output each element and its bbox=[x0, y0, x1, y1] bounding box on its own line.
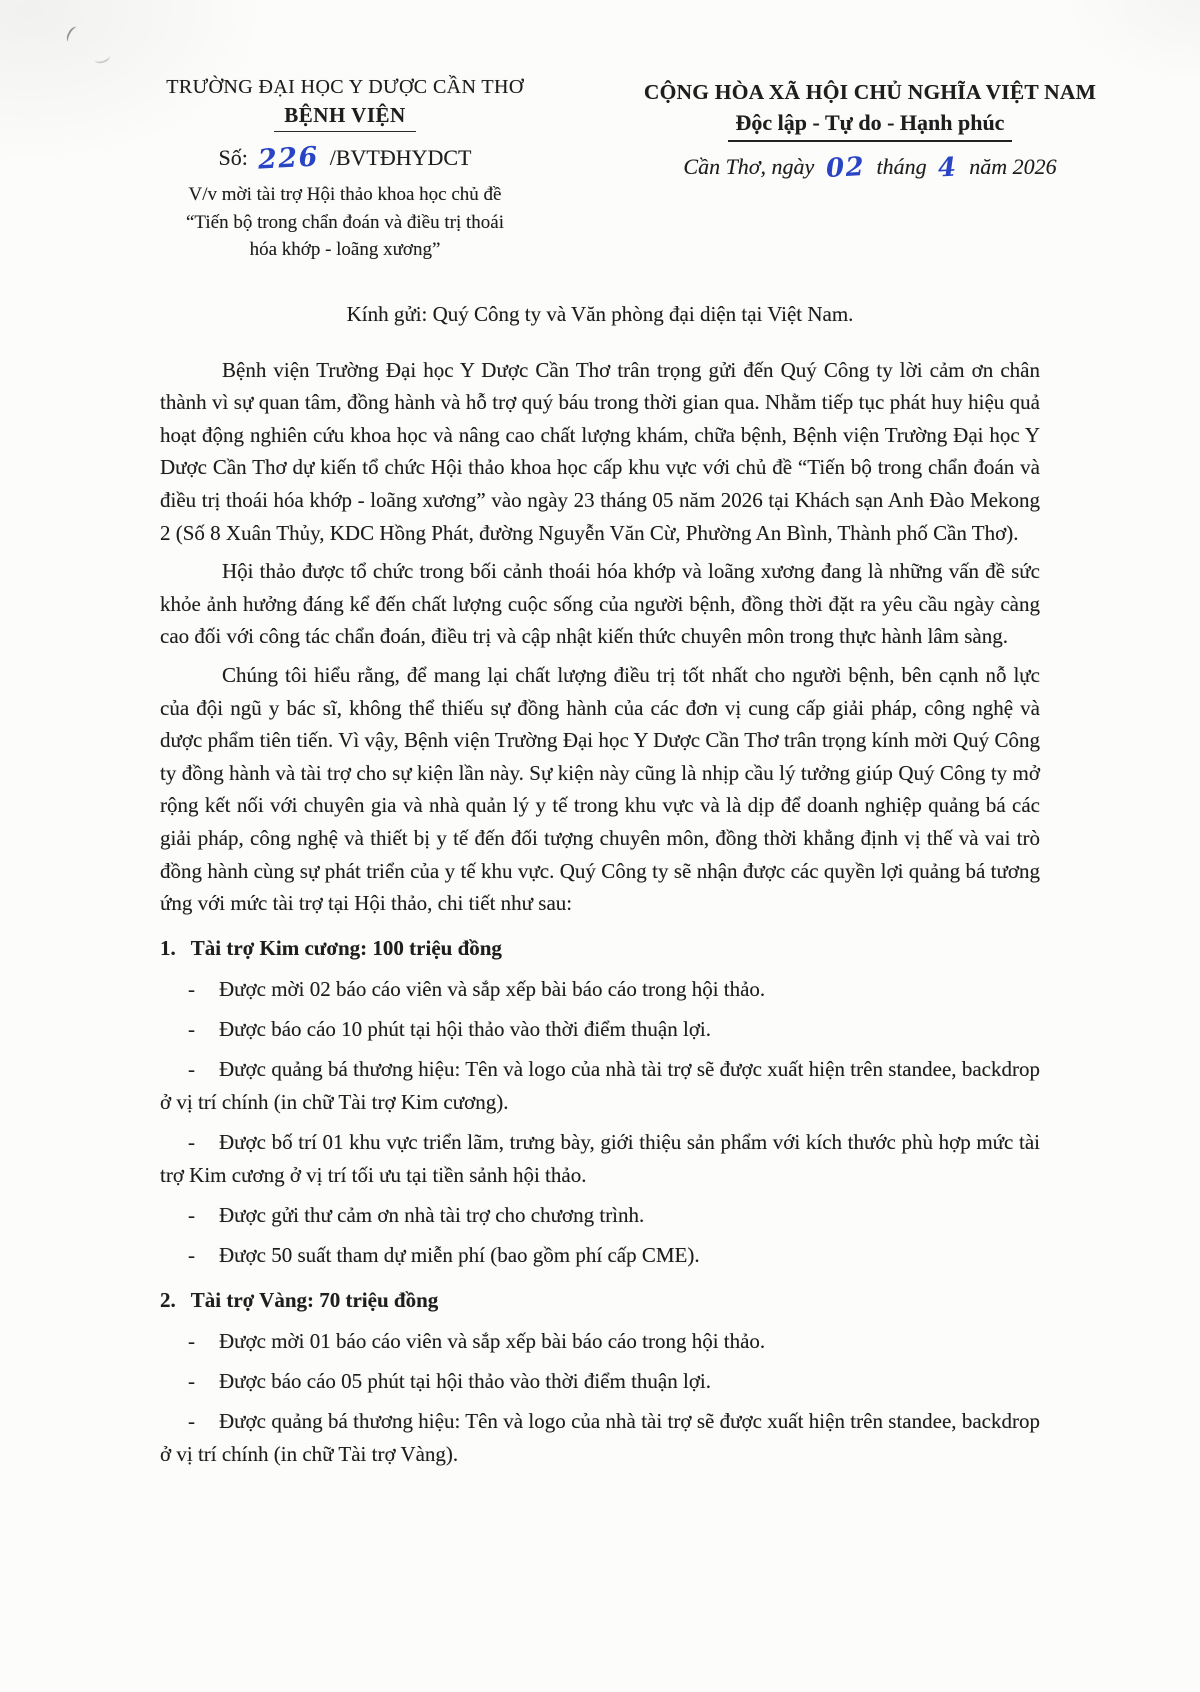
bullet-dash: - bbox=[188, 1202, 195, 1227]
handwritten-document-number: 226 bbox=[257, 141, 320, 176]
bullet-dash: - bbox=[188, 1242, 195, 1267]
document-number-label: Số: bbox=[218, 145, 248, 170]
section-2-heading bbox=[160, 1284, 1040, 1317]
date-year: năm 2026 bbox=[969, 154, 1057, 179]
body-paragraph-2: Hội thảo được tổ chức trong bối cảnh thoái hóa khớp và loãng xương đang là những vấn đề sức khỏe ảnh hưởng đáng kể đến chất lượng cuộc sống của người bệnh, đồng thời đặt ra yêu cầu ngày càng cao đối với công tác chẩn đoán, điều trị và cập nhật kiến thức chuyên môn trong thực hành lâm sàng. bbox=[160, 559, 1040, 649]
bullet-text: Được gửi thư cảm ơn nhà tài trợ cho chương trình. bbox=[219, 1202, 645, 1227]
section-2-title: Tài trợ Vàng: 70 triệu đồng bbox=[190, 1287, 439, 1312]
body-paragraph-1: Bệnh viện Trường Đại học Y Dược Cần Thơ trân trọng gửi đến Quý Công ty lời cảm ơn chân thành vì sự quan tâm, đồng hành và hỗ trợ quý báu trong thời gian qua. Nhằm tiếp tục phát huy hiệu quả hoạt động nghiên cứu khoa học và nâng cao chất lượng khám, chữa bệnh, Bệnh viện Trường Đại học Y Dược Cần Thơ dự kiến tổ chức Hội thảo khoa học cấp khu vực với chủ đề “Tiến bộ trong chẩn đoán và điều trị thoái hóa khớp - loãng xương” vào ngày 23 tháng 05 năm 2026 tại Khách sạn Anh Đào Mekong 2 (Số 8 Xuân Thủy, KDC Hồng Phát, đường Nguyễn Văn Cừ, Phường An Bình, Thành phố Cần Thơ). bbox=[160, 357, 1040, 545]
handwritten-day: 02 bbox=[825, 151, 866, 185]
issuer-header bbox=[138, 76, 552, 264]
section-1-number: 1. bbox=[160, 935, 176, 960]
bullet-text: Được mời 02 báo cáo viên và sắp xếp bài báo cáo trong hội thảo. bbox=[219, 977, 766, 1002]
national-motto-text: Độc lập - Tự do - Hạnh phúc bbox=[728, 110, 1013, 142]
national-title: CỘNG HÒA XÃ HỘI CHỦ NGHĨA VIỆT NAM bbox=[643, 80, 1097, 104]
bullet-item bbox=[160, 1405, 1040, 1470]
bullet-item bbox=[160, 1199, 1040, 1232]
bullet-item bbox=[160, 1325, 1040, 1358]
section-1-title: Tài trợ Kim cương: 100 triệu đồng bbox=[190, 935, 502, 960]
document-subject bbox=[138, 181, 552, 264]
bullet-dash: - bbox=[188, 1017, 195, 1042]
bullet-text: Được báo cáo 05 phút tại hội thảo vào thời điểm thuận lợi. bbox=[219, 1369, 712, 1394]
bullet-item bbox=[160, 1013, 1040, 1046]
section-2-number: 2. bbox=[160, 1287, 176, 1312]
document-number bbox=[138, 141, 552, 176]
handwritten-month: 4 bbox=[937, 152, 959, 184]
bullet-item bbox=[160, 1126, 1040, 1191]
subject-line-2: “Tiến bộ trong chẩn đoán và điều trị thoái bbox=[185, 211, 504, 233]
salutation: Kính gửi: Quý Công ty và Văn phòng đại diện tại Việt Nam. bbox=[346, 302, 854, 326]
date-prefix: Cần Thơ, ngày bbox=[683, 154, 815, 179]
bullet-dash: - bbox=[188, 1369, 195, 1394]
bullet-dash: - bbox=[188, 1329, 195, 1354]
bullet-text: Được mời 01 báo cáo viên và sắp xếp bài báo cáo trong hội thảo. bbox=[219, 1329, 766, 1354]
national-header bbox=[606, 80, 1134, 185]
subject-line-3: hóa khớp - loãng xương” bbox=[249, 239, 441, 260]
university-name: TRƯỜNG ĐẠI HỌC Y DƯỢC CẦN THƠ bbox=[166, 76, 524, 98]
bullet-text: Được quảng bá thương hiệu: Tên và logo của nhà tài trợ sẽ được xuất hiện trên standee, backdrop ở vị trí chính (in chữ Tài trợ Kim cương). bbox=[160, 1057, 1040, 1115]
bullet-text: Được 50 suất tham dự miễn phí (bao gồm phí cấp CME). bbox=[219, 1242, 700, 1267]
scan-smudge bbox=[65, 25, 82, 45]
bullet-item bbox=[160, 1365, 1040, 1398]
bullet-dash: - bbox=[188, 977, 195, 1002]
bullet-dash: - bbox=[188, 1409, 195, 1434]
national-motto bbox=[606, 110, 1134, 142]
body-paragraph-3: Chúng tôi hiểu rằng, để mang lại chất lượng điều trị tốt nhất cho người bệnh, bên cạnh nỗ lực của đội ngũ y bác sĩ, không thể thiếu sự đồng hành của các đơn vị cung cấp giải pháp, công nghệ và dược phẩm tiên tiến. Vì vậy, Bệnh viện Trường Đại học Y Dược Cần Thơ trân trọng kính mời Quý Công ty đồng hành và tài trợ cho sự kiện lần này. Sự kiện này cũng là nhịp cầu lý tưởng giúp Quý Công ty mở rộng kết nối với chuyên gia và nhà quản lý y tế trong khu vực và là dịp để doanh nghiệp quảng bá các giải pháp, công nghệ và thiết bị y tế đến đối tượng chuyên môn, đồng thời khẳng định vị thế và vai trò đồng hành cùng sự phát triển của y tế khu vực. Quý Công ty sẽ nhận được các quyền lợi quảng bá tương ứng với mức tài trợ tại Hội thảo, chi tiết như sau: bbox=[160, 662, 1040, 916]
bullet-text: Được quảng bá thương hiệu: Tên và logo của nhà tài trợ sẽ được xuất hiện trên standee, backdrop ở vị trí chính (in chữ Tài trợ Vàng). bbox=[160, 1409, 1040, 1466]
bullet-text: Được bố trí 01 khu vực triển lãm, trưng bày, giới thiệu sản phẩm với kích thước phù hợp mức tài trợ Kim cương ở vị trí tối ưu tại tiền sảnh hội thảo. bbox=[160, 1130, 1040, 1187]
subject-line-1: V/v mời tài trợ Hội thảo khoa học chủ đề bbox=[188, 184, 502, 205]
bullet-dash: - bbox=[188, 1057, 195, 1082]
section-1-heading bbox=[160, 932, 1040, 965]
bullet-text: Được báo cáo 10 phút tại hội thảo vào thời điểm thuận lợi. bbox=[219, 1017, 712, 1042]
bullet-item bbox=[160, 1053, 1040, 1118]
bullet-item bbox=[160, 973, 1040, 1006]
hospital-name bbox=[138, 103, 552, 132]
date-month-word: tháng bbox=[876, 154, 927, 179]
bullet-dash: - bbox=[188, 1130, 195, 1155]
document-number-suffix: /BVTĐHYDCT bbox=[329, 145, 472, 170]
scan-smudge bbox=[93, 50, 112, 65]
place-date-line bbox=[606, 151, 1134, 185]
bullet-item bbox=[160, 1239, 1040, 1272]
letter-body bbox=[160, 298, 1040, 1478]
hospital-name-text: BỆNH VIỆN bbox=[274, 103, 415, 132]
